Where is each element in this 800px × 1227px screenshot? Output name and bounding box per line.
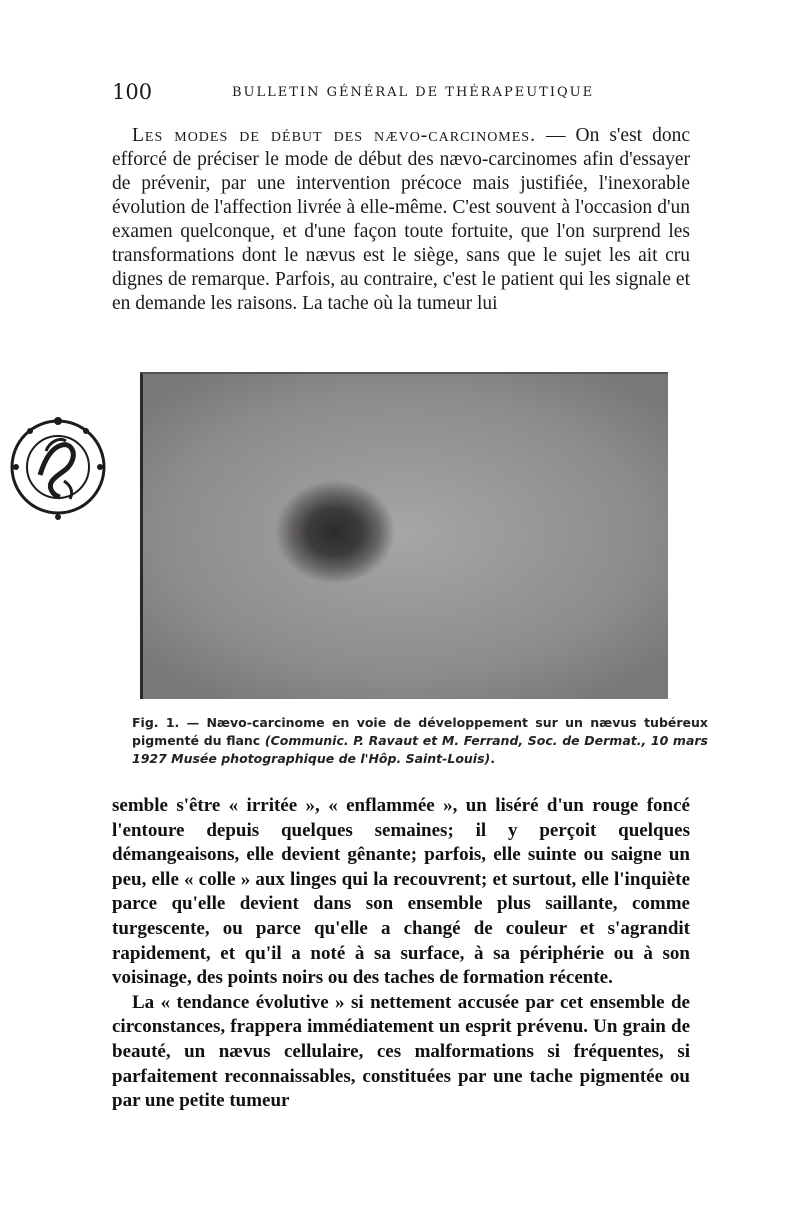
section-heading: Les modes de début des nævo-carcinomes. [132, 125, 536, 146]
body-text-continued [112, 794, 690, 1114]
figure-caption [132, 714, 708, 768]
running-head [112, 80, 692, 106]
library-stamp [0, 385, 118, 545]
paragraph-modes-de-debut [112, 124, 690, 316]
paragraph-symptoms: semble s'être « irritée », « enflammée », un liséré d'un rouge foncé l'entoure depuis quelques semaines; il y perçoit quelques démangeaisons, elle devient gênante; parfois, elle suinte ou saigne un peu, elle « colle » aux linges qui la recouvrent; et surtout, elle l'inquiète parce qu'elle devient dans son ensemble plus saillante, comme turgescente, ou parce qu'elle a changé de couleur et s'agrandit rapidement, et qu'il a noté à sa surface, à sa périphérie ou à son voisinage, des points noirs ou des taches de formation récente. [112, 795, 690, 989]
paragraph-tendance-evolutive: La « tendance évolutive » si nettement accusée par cet ensemble de circonstances, frappera immédiatement un esprit prévenu. Un grain de beauté, un nævus cellulaire, ces malformations si fréquentes, si parfaitement reconnaissables, constituées par une tache pigmentée ou par une petite tumeur [112, 991, 690, 1112]
caption-reference: (Communic. P. Ravaut et M. Ferrand, Soc. de Dermat., 10 mars 1927 Musée photographique de l'Hôp. Saint-Louis) [132, 733, 708, 766]
caption-lead: Fig. 1. — Nævo-carcinome en voie de développement sur un nævus tubéreux pigmenté du flanc [132, 715, 708, 748]
page-number: 100 [112, 80, 153, 104]
figure-photograph [140, 372, 668, 699]
journal-title: BULLETIN GÉNÉRAL DE THÉRAPEUTIQUE [232, 85, 595, 100]
paragraph-text: — On s'est donc efforcé de préciser le mode de début des nævo-carcinomes afin d'essayer de prévenir, par une intervention précoce mais justifiée, l'inexorable évolution de l'affection livrée à elle-même. C'est souvent à l'occasion d'un examen quelconque, et d'une façon toute fortuite, que l'on surprend les transformations dont le nævus est le siège, sans que le sujet les ait cru dignes de remarque. Parfois, au contraire, c'est le patient qui les signale et en demande les raisons. La tache où la tumeur lui [112, 125, 690, 314]
caption-end: . [490, 751, 495, 766]
